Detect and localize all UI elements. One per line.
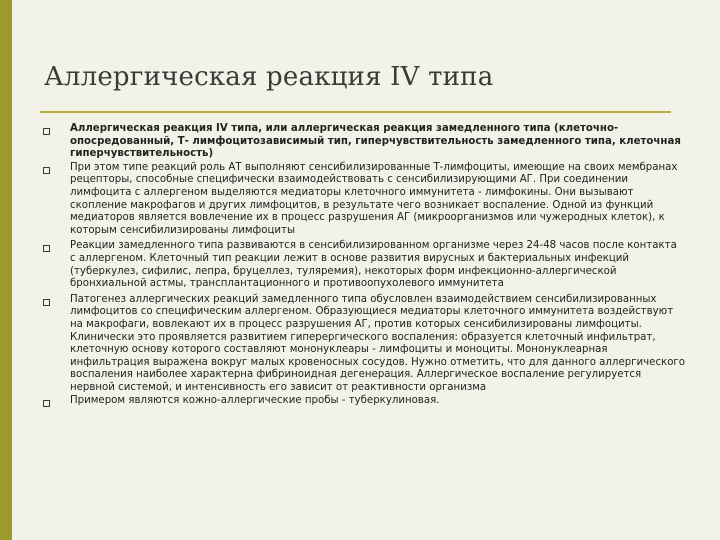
- list-item: [40, 294, 685, 395]
- hollow-square-bullet-icon: [43, 128, 50, 135]
- list-item-text: При этом типе реакций роль АТ выполняют сенсибилизированные Т-лимфоциты, имеющие на своих мембранах рецепторы, способные специфически взаимодействовать с сенсибилизирующими АГ. При соединении лимфоцита с аллергеном выделяются медиаторы клеточного иммунитета - лимфокины. Они вызывают скопление макрофагов и других лимфоцитов, в результате чего возникает воспаление. Одной из функций медиаторов является вовлечение их в процесс разрушения АГ (микроорганизмов или чужеродных клеток), к которым сенсибилизированы лимфоциты: [70, 161, 678, 236]
- slide-title: Аллергическая реакция IV типа: [44, 62, 494, 92]
- hollow-square-bullet-icon: [43, 167, 50, 174]
- list-item-text: Патогенез аллергических реакций замедленного типа обусловлен взаимодействием сенсибилизированных лимфоцитов со специфическим аллергеном. Образующиеся медиаторы клеточного иммунитета воздействуют на макрофаги, вовлекают их в процесс разрушения АГ, против которых сенсибилизированы лимфоциты. Клинически это проявляется развитием гиперергического воспаления: образуется клеточный инфильтрат, клеточную основу которого составляют мононуклеары - лимфоциты и моноциты. Мононуклеарная инфильтрация выражена вокруг малых кровеносных сосудов. Нужно отметить, что для данного аллергического воспаления наиболее характерна фибриноидная дегенерация. Аллергическое воспаление регулируется нервной системой, и интенсивность его зависит от реактивности организма: [70, 293, 686, 393]
- accent-bar: [0, 0, 12, 540]
- list-item-text: Реакции замедленного типа развиваются в сенсибилизированном организме через 24-48 часов после контакта с аллергеном. Клеточный тип реакции лежит в основе развития вирусных и бактериальных инфекций (туберкулез, сифилис, лепра, бруцеллез, туляремия), некоторых форм инфекционно-аллергической бронхиальной астмы, трансплантационного и противоопухолевого иммунитета: [70, 240, 677, 290]
- list-item-text: Аллергическая реакция IV типа, или аллергическая реакция замедленного типа (клеточно- опосредованный, Т- лимфоцитозависимый тип, гиперчувствительность замедленного типа, клеточная гиперчувствительность): [70, 123, 681, 160]
- list-item: [40, 162, 685, 238]
- title-divider: [40, 111, 671, 113]
- list-item: [40, 240, 685, 290]
- list-item: [40, 123, 685, 161]
- hollow-square-bullet-icon: [43, 299, 50, 306]
- hollow-square-bullet-icon: [43, 400, 50, 407]
- hollow-square-bullet-icon: [43, 245, 50, 252]
- list-item-text: Примером являются кожно-аллергические пробы - туберкулиновая.: [70, 395, 440, 407]
- list-item: [40, 395, 685, 408]
- bullet-list: [40, 123, 685, 408]
